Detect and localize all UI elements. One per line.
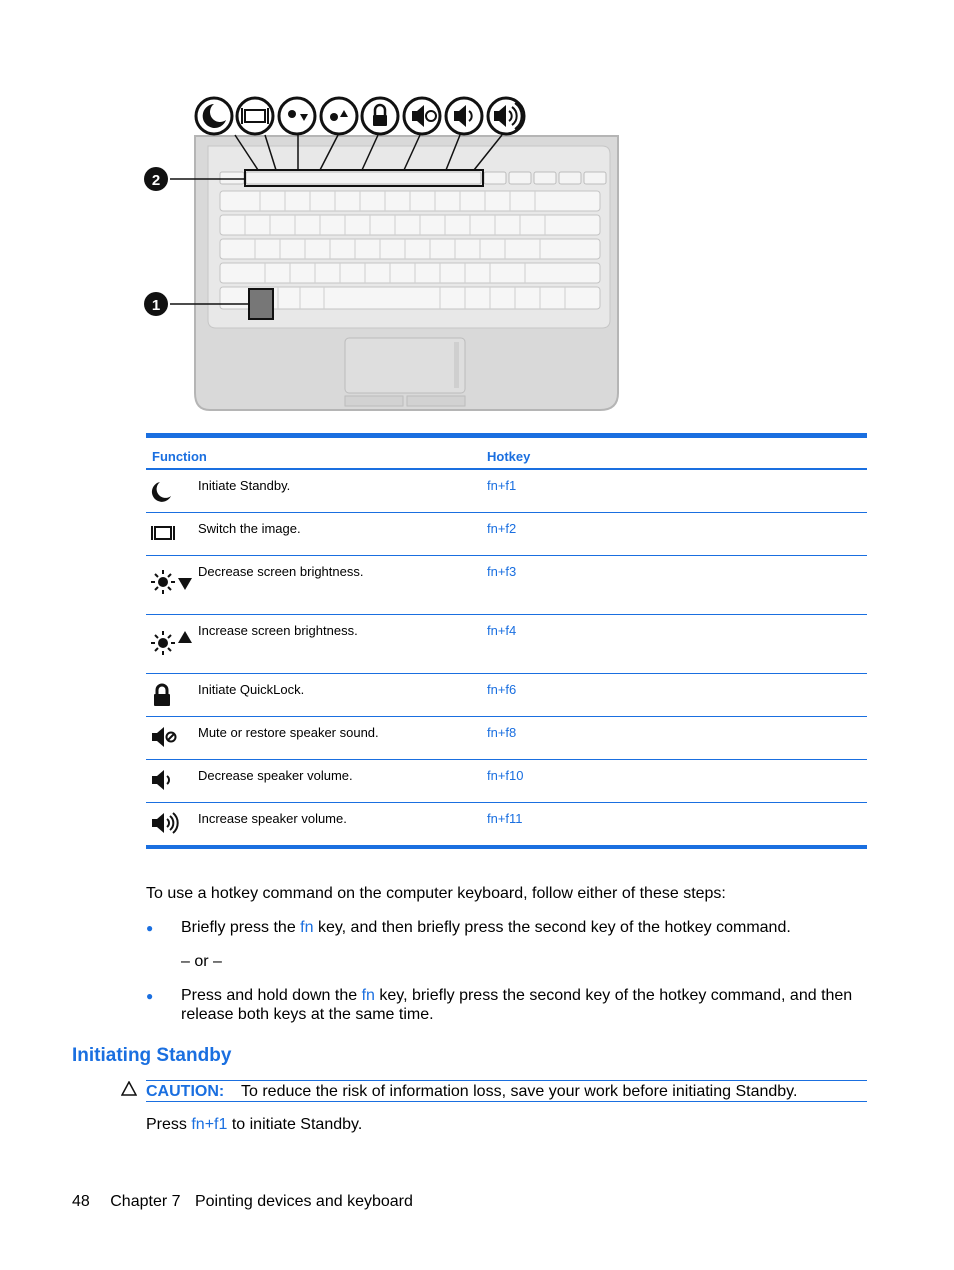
table-row: [146, 556, 867, 615]
caution-note: [146, 1080, 867, 1102]
brightness-up-icon: [150, 627, 194, 661]
standby-icon: [150, 479, 174, 503]
hotkey-cell: fn+f6: [487, 682, 517, 697]
bullet-2-text-start: Press and hold down the: [181, 987, 362, 1004]
mute-icon: [150, 726, 178, 748]
chapter-label: Chapter 7: [110, 1193, 181, 1210]
intro-paragraph: To use a hotkey command on the computer keyboard, follow either of these steps:: [146, 885, 726, 902]
function-cell: Initiate QuickLock.: [198, 682, 305, 697]
caution-triangle-icon: [121, 1081, 137, 1097]
hotkey-text: fn+f1: [191, 1116, 228, 1133]
table-row: [146, 615, 867, 674]
bullet-marker: ●: [146, 989, 154, 1003]
page-footer: [72, 1193, 413, 1211]
hotkey-cell: fn+f8: [487, 725, 517, 740]
fn-key-text: fn: [361, 987, 375, 1004]
hotkey-cell: fn+f1: [487, 478, 517, 493]
bullet-2-line-2: release both keys at the same time.: [181, 1006, 434, 1023]
column-header-function: Function: [152, 449, 207, 464]
bullet-1-text-start: Briefly press the: [181, 919, 301, 936]
chapter-title: Pointing devices and keyboard: [194, 1193, 413, 1210]
function-cell: Decrease speaker volume.: [198, 768, 353, 783]
table-row: [146, 803, 867, 845]
table-row: [146, 717, 867, 760]
hotkey-cell: fn+f10: [487, 768, 524, 783]
bullet-2-text-end: key, briefly press the second key of the hotkey command, and then: [374, 987, 853, 1004]
or-separator: – or –: [181, 953, 222, 970]
function-cell: Increase speaker volume.: [198, 811, 347, 826]
press-text-end: to initiate Standby.: [227, 1116, 363, 1133]
bullet-marker: ●: [146, 921, 154, 935]
volume-up-icon: [150, 812, 180, 834]
function-cell: Decrease screen brightness.: [198, 564, 364, 579]
hotkey-cell: fn+f4: [487, 623, 517, 638]
bullet-item-2: [181, 986, 871, 1024]
caution-label: CAUTION:: [146, 1083, 225, 1100]
bullet-2-line-1: [181, 986, 871, 1005]
function-cell: Switch the image.: [198, 521, 301, 536]
callout-1: 1: [151, 297, 161, 314]
callout-2: 2: [151, 172, 161, 189]
function-cell: Mute or restore speaker sound.: [198, 725, 379, 740]
table-header: [146, 438, 867, 470]
caution-text: To reduce the risk of information loss, save your work before initiating Standby.: [241, 1083, 798, 1100]
page-number: 48: [72, 1193, 90, 1210]
hotkey-table: [146, 433, 867, 849]
volume-down-icon: [150, 769, 178, 791]
fn-key-text: fn: [300, 919, 314, 936]
lock-icon: [150, 682, 174, 708]
table-bottom-rule: [146, 845, 867, 849]
hotkey-cell: fn+f3: [487, 564, 517, 579]
brightness-down-icon: [150, 568, 194, 602]
hotkey-cell: fn+f11: [487, 811, 523, 826]
column-header-hotkey: Hotkey: [487, 449, 531, 464]
table-row: [146, 470, 867, 513]
press-instruction: [146, 1115, 362, 1134]
bullet-item-1: [181, 918, 871, 937]
table-row: [146, 674, 867, 717]
table-row: [146, 513, 867, 556]
section-heading: Initiating Standby: [72, 1045, 232, 1066]
keyboard-figure: [140, 88, 630, 418]
bullet-1-text-end: key, and then briefly press the second key of the hotkey command.: [313, 919, 791, 936]
function-cell: Increase screen brightness.: [198, 623, 358, 638]
table-row: [146, 760, 867, 803]
function-cell: Initiate Standby.: [198, 478, 291, 493]
hotkey-cell: fn+f2: [487, 521, 517, 536]
switch-image-icon: [150, 524, 176, 544]
press-text-start: Press: [146, 1116, 192, 1133]
